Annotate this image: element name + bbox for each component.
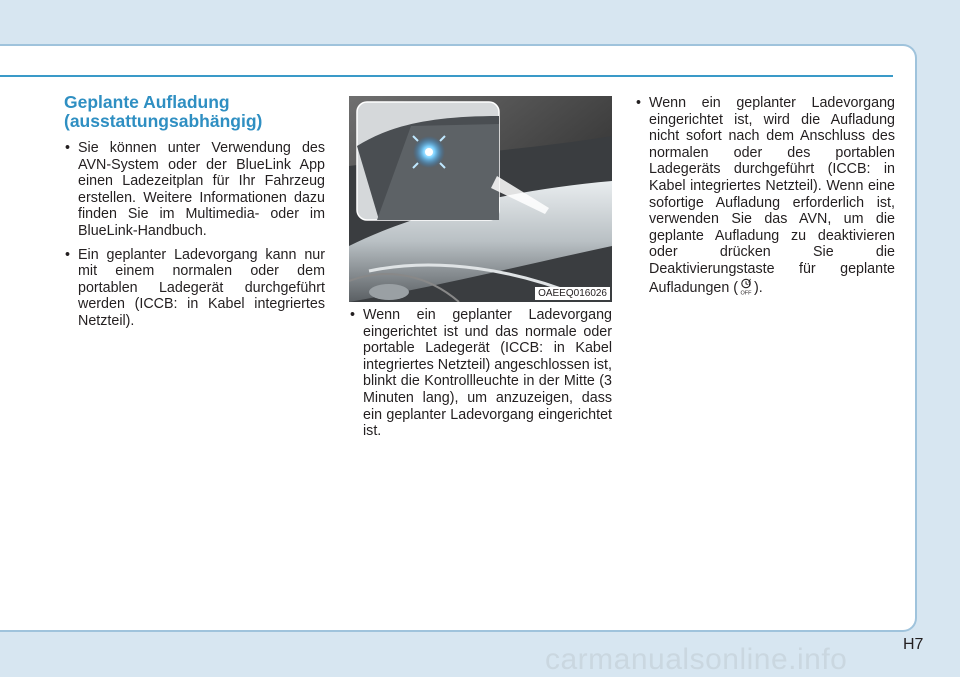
bullet-item [635,95,895,300]
bullet-item: • Ein geplanter Ladevorgang kann nur mit einem normalen oder dem portablen Ladegerät durchgeführt werden (ICCB: in Kabel integriertes Netzteil). [64,247,325,330]
watermark: carmanualsonline.info [545,643,848,676]
heading-line-1: Geplante Aufladung [64,92,230,112]
bullet-suffix: ). [754,279,763,296]
page-number: H7 [903,636,924,653]
bullet-item: • Wenn ein geplanter Ladevorgang eingerichtet ist und das normale oder portable Ladegerät (ICCB: in Kabel integriertes Netzteil) angeschlossen ist, blinkt die Kontrollleuchte in der Mitte (3 Minuten lang), um anzuzeigen, dass ein geplanter Ladevorgang eingerichtet ist. [349,307,612,440]
icon-off-label: OFF [740,290,752,296]
column-3 [635,95,895,307]
heading-line-2: (ausstattungsabhängig) [64,111,263,131]
figure-code-label: OAEEQ016026 [535,287,610,300]
column-2 [349,307,612,447]
scheduled-charging-off-icon [738,278,754,301]
bullet-text: Wenn ein geplanter Ladevorgang eingerichtet ist, wird die Aufladung nicht sofort nach dem Anschluss des normalen oder des portablen Ladegeräts durchgeführt (ICCB: in Kabel integriertes Netzteil). Wenn eine sofortige Aufladung erforderlich ist, verwenden Sie das AVN, um die geplante Aufladung zu deaktivieren oder drücken Sie die Deaktivierungstaste für geplante Aufladungen ( [649,95,895,296]
section-heading [64,93,334,131]
car-hood-illustration [349,96,612,302]
car-hood-figure [349,96,612,302]
bullet-item: • Sie können unter Verwendung des AVN-System oder der BlueLink App einen Ladezeitplan für Ihr Fahrzeug erstellen. Weitere Informationen dazu finden Sie im Multimedia- oder im BlueLink-Handbuch. [64,140,325,240]
column-1 [64,140,325,337]
header-rule [0,75,893,77]
